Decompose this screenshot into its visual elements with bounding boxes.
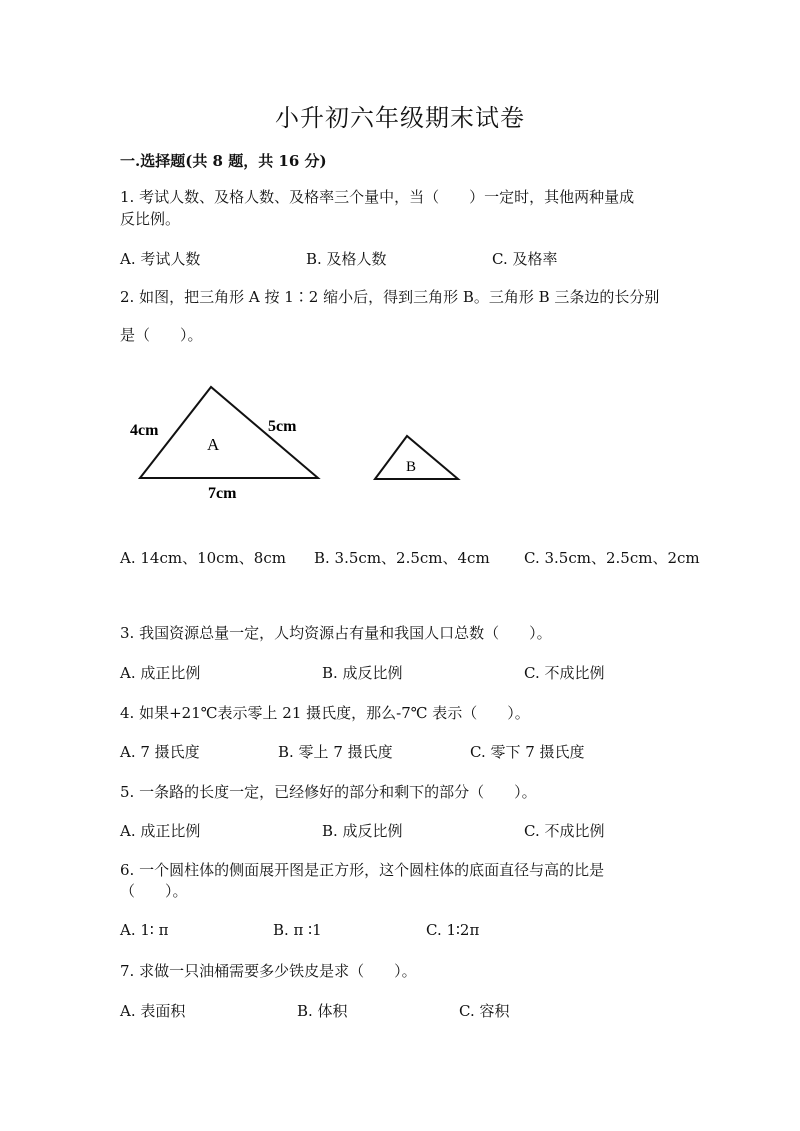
option-c[interactable]: C. 不成比例 [524,822,605,840]
option-c[interactable]: C. 容积 [459,1002,510,1020]
option-a[interactable]: A. 成正比例 [120,822,201,840]
triangle-b [375,436,458,479]
section-heading: 一.选择题(共 8 题，共 16 分) [120,152,327,170]
option-c[interactable]: C. 零下 7 摄氏度 [470,743,585,761]
question-text: 5. 一条路的长度一定，已经修好的部分和剩下的部分（ ）。 [120,783,537,801]
side-label-right: 5cm [268,418,297,435]
option-c[interactable]: C. 及格率 [492,250,558,268]
triangle-figure [125,375,485,505]
option-b[interactable]: B. 成反比例 [322,664,403,682]
page-title: 小升初六年级期末试卷 [275,104,525,132]
question-text: 2. 如图，把三角形 A 按 1∶2 缩小后，得到三角形 B。三角形 B 三条边的长分别 [120,288,660,306]
option-b[interactable]: B. 成反比例 [322,822,403,840]
option-b[interactable]: B. 零上 7 摄氏度 [278,743,393,761]
triangle-b-label: B [406,459,417,475]
option-a[interactable]: A. 考试人数 [120,250,201,268]
side-label-left: 4cm [130,422,159,439]
question-text: 是（ ）。 [120,326,203,344]
question-text: （ ）。 [120,882,188,900]
option-c[interactable]: C. 1∶2π [426,921,480,939]
option-a[interactable]: A. 1∶ π [120,921,169,939]
question-text: 6. 一个圆柱体的侧面展开图是正方形，这个圆柱体的底面直径与高的比是 [120,861,605,879]
option-a[interactable]: A. 7 摄氏度 [120,743,200,761]
question-text: 1. 考试人数、及格人数、及格率三个量中，当（ ）一定时，其他两种量成 [120,188,635,206]
option-a[interactable]: A. 表面积 [120,1002,186,1020]
option-b[interactable]: B. π ∶1 [273,921,322,939]
option-a[interactable]: A. 成正比例 [120,664,201,682]
question-text: 4. 如果+21℃表示零上 21 摄氏度，那么-7℃ 表示（ ）。 [120,704,530,722]
option-c[interactable]: C. 3.5cm、2.5cm、2cm [524,549,700,567]
side-label-bottom: 7cm [208,485,237,502]
question-text: 3. 我国资源总量一定，人均资源占有量和我国人口总数（ ）。 [120,624,552,642]
triangle-a-label: A [207,435,220,454]
question-text: 7. 求做一只油桶需要多少铁皮是求（ ）。 [120,962,417,980]
option-a[interactable]: A. 14cm、10cm、8cm [120,549,286,567]
option-b[interactable]: B. 体积 [297,1002,348,1020]
option-b[interactable]: B. 3.5cm、2.5cm、4cm [314,549,490,567]
option-b[interactable]: B. 及格人数 [306,250,387,268]
option-c[interactable]: C. 不成比例 [524,664,605,682]
question-text: 反比例。 [120,210,181,228]
